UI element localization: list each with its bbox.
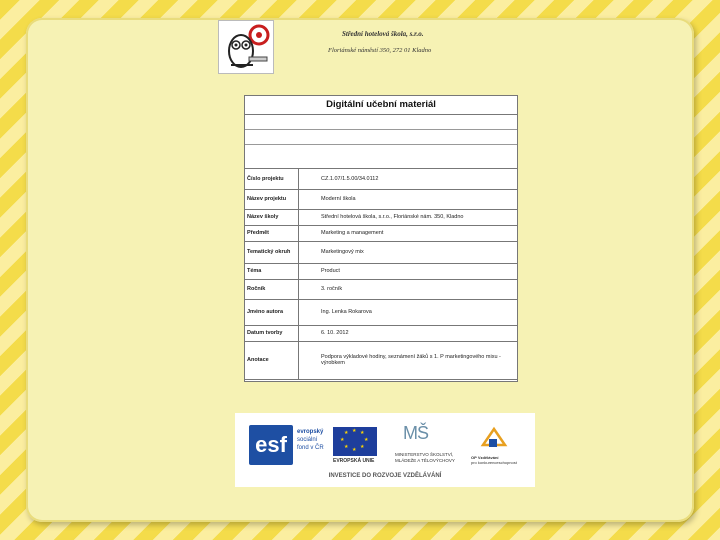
- msmt-logo-icon: MŠ: [403, 423, 428, 443]
- row-value: Podpora výkladové hodiny, seznámení žáků s 1. P marketingového mixu - výrobkem: [299, 341, 518, 379]
- row-value: Marketing a management: [299, 225, 518, 241]
- row-value: Střední hotelová škola, s.r.o., Floriánské nám. 350, Kladno: [299, 209, 518, 225]
- table-row: [245, 279, 517, 299]
- row-label: Jméno autora: [245, 299, 299, 325]
- row-label: Tematický okruh: [245, 241, 299, 263]
- msmt-text-2: MLÁDEŽE A TĚLOVÝCHOVY: [395, 458, 455, 463]
- row-value: 3. ročník: [299, 279, 518, 299]
- eu-label: EVROPSKÁ UNIE: [333, 458, 375, 464]
- table-row: [245, 209, 517, 225]
- table-row: [245, 299, 517, 325]
- row-label: Datum tvorby: [245, 325, 299, 341]
- table-row: [245, 325, 517, 341]
- esf-text-3: fond v ČR: [297, 445, 324, 451]
- table-row: [245, 341, 517, 379]
- esf-text-2: sociální: [297, 437, 318, 443]
- metadata-table: [245, 169, 517, 380]
- document-title: Digitální učební materiál: [245, 96, 517, 115]
- row-label: Název školy: [245, 209, 299, 225]
- row-label: Předmět: [245, 225, 299, 241]
- blank-row: [245, 145, 517, 169]
- row-label: Ročník: [245, 279, 299, 299]
- esf-text-1: evropský: [297, 429, 324, 435]
- eu-logos-strip: [235, 413, 535, 487]
- table-row: [245, 189, 517, 209]
- table-row: [245, 263, 517, 279]
- row-value: Moderní škola: [299, 189, 518, 209]
- op-text-1: OP Vzdělávání: [471, 455, 499, 460]
- row-value: Product: [299, 263, 518, 279]
- msmt-text-1: MINISTERSTVO ŠKOLSTVÍ,: [395, 452, 454, 457]
- row-value: Marketingový mix: [299, 241, 518, 263]
- op-logo-icon: [479, 425, 509, 451]
- eu-flag-icon: ★ ★ ★ ★ ★ ★ ★ ★: [333, 427, 377, 456]
- esf-logo: [247, 423, 327, 467]
- row-label: Anotace: [245, 341, 299, 379]
- school-name: Střední hotelová škola, s.r.o.: [342, 30, 424, 38]
- table-row: [245, 225, 517, 241]
- op-text-2: pro konkurenceschopnost: [471, 460, 517, 465]
- investment-slogan: INVESTICE DO ROZVOJE VZDĚLÁVÁNÍ: [328, 473, 442, 479]
- row-value: CZ.1.07/1.5.00/34.0112: [299, 169, 518, 189]
- document-sheet: [244, 95, 518, 382]
- esf-mark-icon: esf: [249, 425, 293, 465]
- row-label: Název projektu: [245, 189, 299, 209]
- row-label: Téma: [245, 263, 299, 279]
- school-logo: [218, 20, 274, 74]
- school-address: Floriánské náměstí 350, 272 01 Kladno: [328, 47, 432, 54]
- blank-row: [245, 115, 517, 130]
- owl-logo-icon: [219, 21, 273, 73]
- row-label: Číslo projektu: [245, 169, 299, 189]
- row-value: 6. 10. 2012: [299, 325, 518, 341]
- blank-row: [245, 130, 517, 145]
- table-row: [245, 241, 517, 263]
- table-row: [245, 169, 517, 189]
- row-value: Ing. Lenka Rokarova: [299, 299, 518, 325]
